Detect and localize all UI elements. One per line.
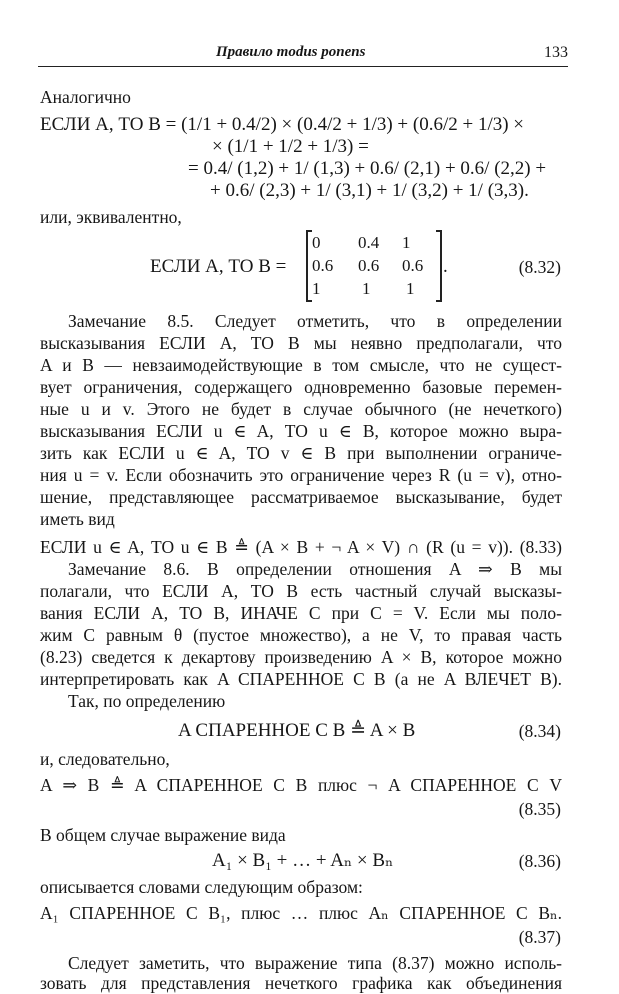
- paragraph-line: Так, по определению: [68, 691, 226, 711]
- equation-number: (8.34): [518, 721, 561, 741]
- matrix-cell: 0.6: [358, 256, 380, 275]
- formula-line: ЕСЛИ A, ТО B = (1/1 + 0.4/2) × (0.4/2 + 1/3) + (0.6/2 + 1/3) ×: [40, 114, 525, 135]
- matrix-cell: 1: [312, 279, 321, 298]
- formula-line: ЕСЛИ A, ТО B =: [150, 256, 287, 277]
- equation-number: (8.35): [518, 799, 561, 819]
- text-line: и, следовательно,: [40, 749, 170, 769]
- equation-number: (8.36): [518, 851, 561, 871]
- formula-line: A₁ СПАРЕННОЕ С B₁, плюс … плюс Aₙ СПАРЕННОЕ С Bₙ.: [40, 903, 562, 923]
- paragraph-line: Замечание 8.6. В определении отношения A ⇒ B мы: [68, 559, 562, 579]
- text-line: или, эквивалентно,: [40, 207, 182, 227]
- paragraph-line: высказывания ЕСЛИ u ∈ A, ТО u ∈ B, которое можно выра-: [40, 421, 562, 441]
- paragraph-line: высказывания ЕСЛИ A, ТО B мы неявно предполагали, что: [40, 333, 562, 353]
- paragraph-line: вует ограничения, содержащего одновременно базовые перемен-: [40, 377, 562, 397]
- matrix-cell: 1: [362, 279, 371, 298]
- matrix-cell: 1: [402, 233, 411, 252]
- formula-line: A₁ × B₁ + … + Aₙ × Bₙ: [212, 850, 394, 871]
- running-title: Правило modus ponens: [216, 44, 366, 60]
- formula-line: × (1/1 + 1/2 + 1/3) =: [212, 136, 369, 157]
- text-line: В общем случае выражение вида: [40, 825, 286, 845]
- formula-line: ЕСЛИ u ∈ A, ТО u ∈ B ≜ (A × B + ¬ A × V) ∩ (R (u = v)). (8.33): [40, 537, 562, 557]
- paragraph-line: A и B — невзаимодействующие в том смысле, что не сущест-: [40, 355, 562, 375]
- paragraph-line: жим C равным θ (пустое множество), а не V, то правая часть: [40, 625, 562, 645]
- formula-line: A СПАРЕННОЕ С B ≜ A × B: [178, 720, 416, 741]
- paragraph-line: вания ЕСЛИ A, ТО B, ИНАЧЕ C при C = V. Если мы поло-: [40, 603, 562, 623]
- paragraph-line: ные u и v. Этого не будет в случае обычного (не нечеткого): [40, 399, 562, 419]
- paragraph-line: ния u = v. Если обозначить это ограничение через R (u = v), отно-: [40, 465, 562, 485]
- page-header: [38, 44, 568, 64]
- header-rule: [38, 66, 568, 67]
- paragraph-line: Следует заметить, что выражение типа (8.37) можно исполь-: [68, 953, 562, 973]
- paragraph-line: (8.23) сведется к декартову произведению A × B, которое можно: [40, 647, 562, 667]
- equation-number: (8.32): [518, 257, 561, 277]
- matrix-cell: 0.6: [402, 256, 424, 275]
- paragraph-line: иметь вид: [40, 509, 115, 529]
- matrix-cell: 0: [312, 233, 321, 252]
- matrix: [306, 232, 442, 300]
- paragraph-line: шение, представляющее рассматриваемое высказывание, будет: [40, 487, 562, 507]
- paragraph-line: интерпретировать как A СПАРЕННОЕ С B (а не A ВЛЕЧЕТ B).: [40, 669, 562, 689]
- matrix-cell: 0.6: [312, 256, 334, 275]
- text-line: Аналогично: [40, 87, 131, 107]
- page-number: 133: [544, 44, 568, 61]
- matrix-cell: 1: [406, 279, 415, 298]
- formula-line: A ⇒ B ≜ A СПАРЕННОЕ С B плюс ¬ A СПАРЕННОЕ С V: [40, 775, 562, 795]
- equation-number: (8.37): [518, 927, 561, 947]
- formula-dot: .: [443, 256, 448, 277]
- formula-line: + 0.6/ (2,3) + 1/ (3,1) + 1/ (3,2) + 1/ (3,3).: [210, 180, 529, 201]
- paragraph-line: зить как ЕСЛИ u ∈ A, ТО v ∈ B при выполнении ограниче-: [40, 443, 562, 463]
- matrix-cell: 0.4: [358, 233, 380, 252]
- paragraph-line: зовать для представления нечеткого графика как объединения: [40, 973, 562, 993]
- paragraph-line: полагали, что ЕСЛИ A, ТО B есть частный случай высказы-: [40, 581, 562, 601]
- formula-line: = 0.4/ (1,2) + 1/ (1,3) + 0.6/ (2,1) + 0.6/ (2,2) +: [188, 158, 547, 179]
- paragraph-line: Замечание 8.5. Следует отметить, что в определении: [68, 311, 562, 331]
- text-line: описывается словами следующим образом:: [40, 877, 363, 897]
